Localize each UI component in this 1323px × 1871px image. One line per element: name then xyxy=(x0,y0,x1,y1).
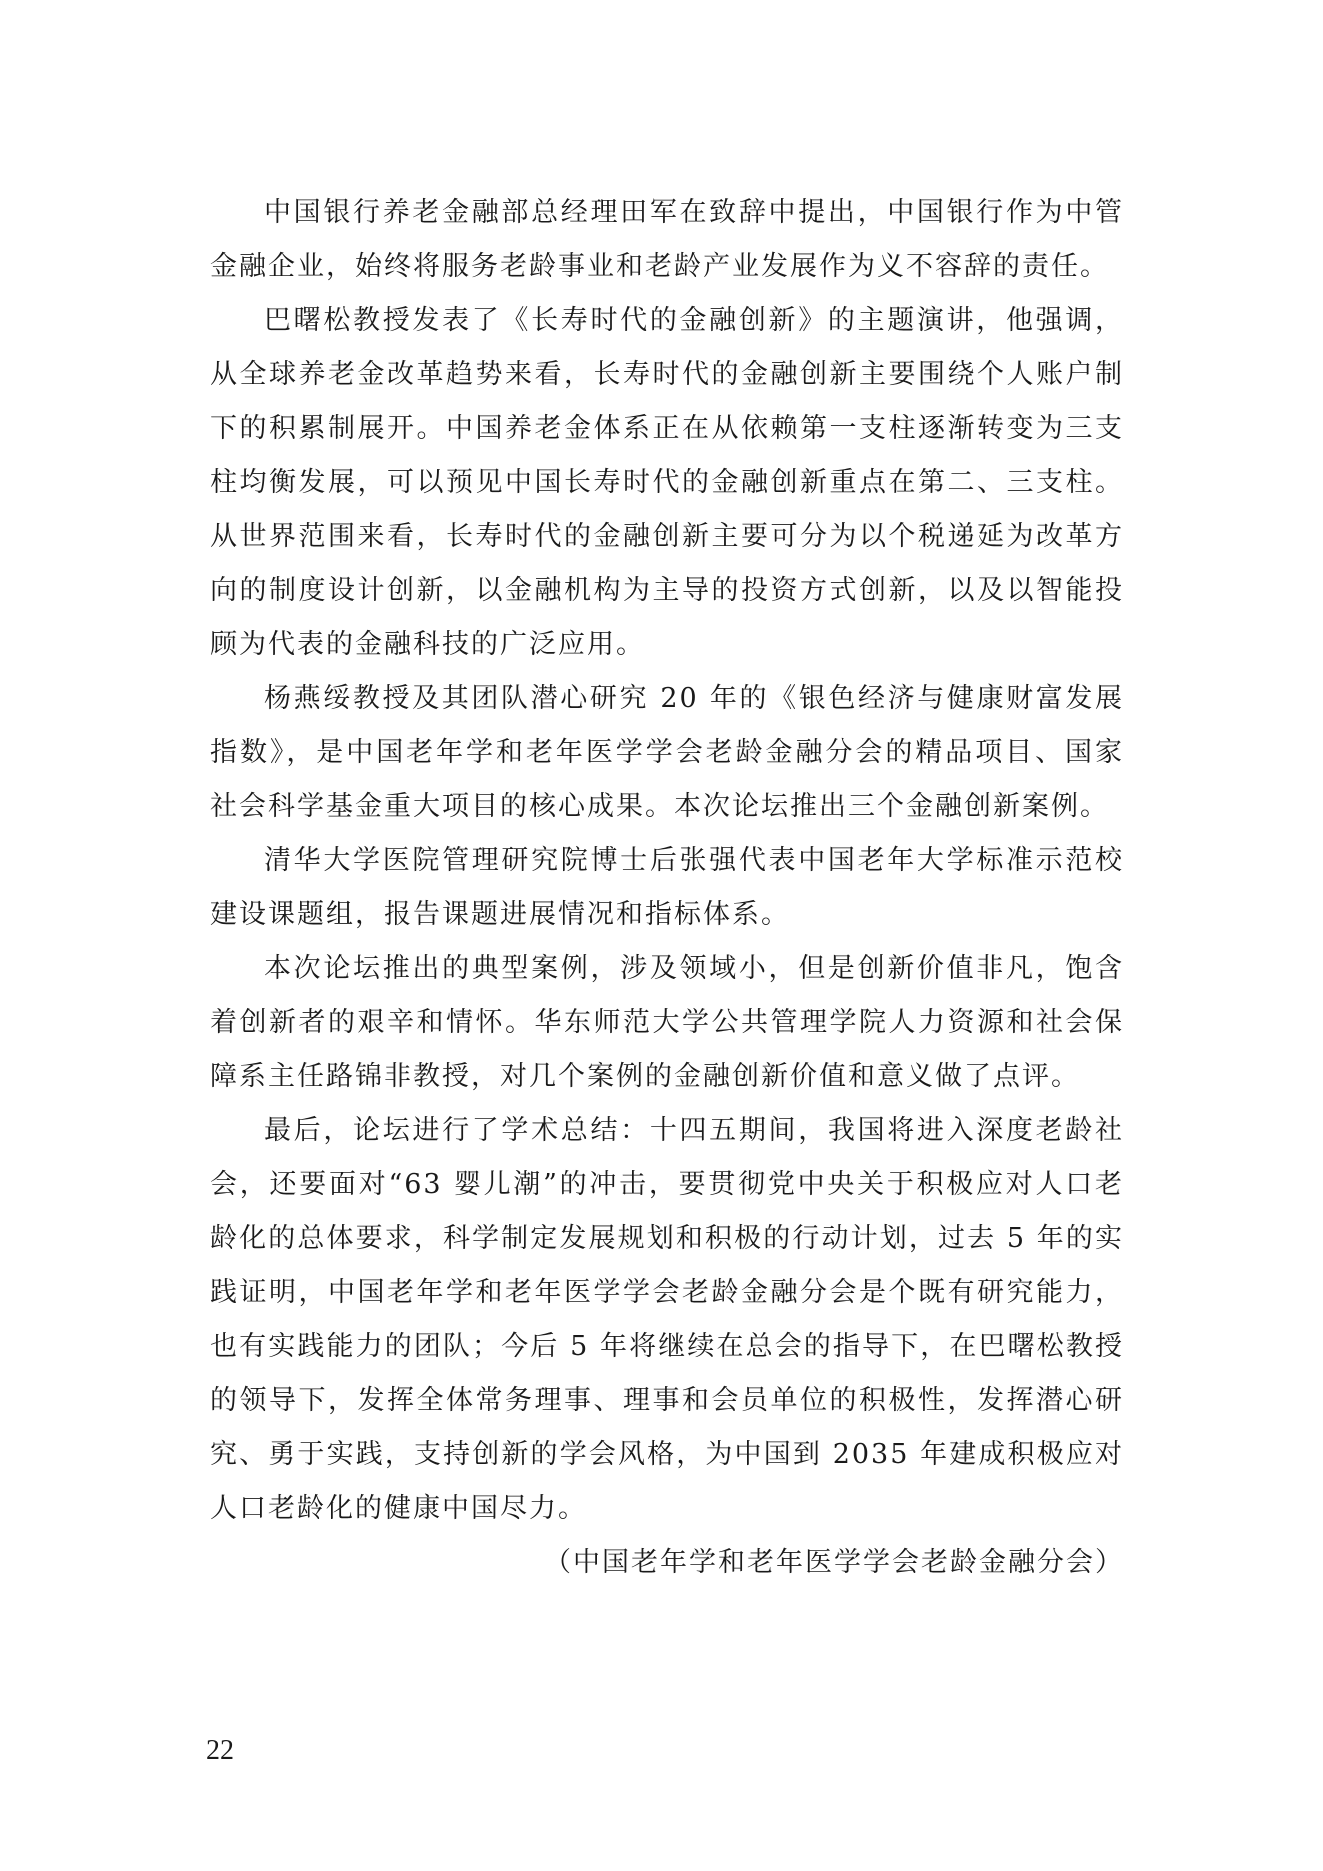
paragraph-research-report: 清华大学医院管理研究院博士后张强代表中国老年大学标准示范校建设课题组，报告课题进展情况和指标体系。 xyxy=(210,845,1124,930)
article-body xyxy=(210,186,1124,1590)
paragraph-index-project: 杨燕绥教授及其团队潜心研究 20 年的《银色经济与健康财富发展指数》，是中国老年学和老年医学学会老龄金融分会的精品项目、国家社会科学基金重大项目的核心成果。本次论坛推出三个金融创新案例。 xyxy=(210,683,1124,822)
paragraph-case-review: 本次论坛推出的典型案例，涉及领域小，但是创新价值非凡，饱含着创新者的艰辛和情怀。华东师范大学公共管理学院人力资源和社会保障系主任路锦非教授，对几个案例的金融创新价值和意义做了点评。 xyxy=(210,953,1124,1092)
paragraph-keynote: 巴曙松教授发表了《长寿时代的金融创新》的主题演讲，他强调，从全球养老金改革趋势来看，长寿时代的金融创新主要围绕个人账户制下的积累制展开。中国养老金体系正在从依赖第一支柱逐渐转变为三支柱均衡发展，可以预见中国长寿时代的金融创新重点在第二、三支柱。从世界范围来看，长寿时代的金融创新主要可分为以个税递延为改革方向的制度设计创新，以金融机构为主导的投资方式创新，以及以智能投顾为代表的金融科技的广泛应用。 xyxy=(210,305,1124,660)
paragraph-opening-speech: 中国银行养老金融部总经理田军在致辞中提出，中国银行作为中管金融企业，始终将服务老龄事业和老龄产业发展作为义不容辞的责任。 xyxy=(210,197,1124,282)
paragraph-summary: 最后，论坛进行了学术总结：十四五期间，我国将进入深度老龄社会，还要面对“63 婴儿潮”的冲击，要贯彻党中央关于积极应对人口老龄化的总体要求，科学制定发展规划和积极的行动计划，过去 5 年的实践证明，中国老年学和老年医学学会老龄金融分会是个既有研究能力，也有实践能力的团队；今后 5 年将继续在总会的指导下，在巴曙松教授的领导下，发挥全体常务理事、理事和会员单位的积极性，发挥潜心研究、勇于实践，支持创新的学会风格，为中国到 2035 年建成积极应对人口老龄化的健康中国尽力。 xyxy=(210,1115,1124,1524)
signature-line: （中国老年学和老年医学学会老龄金融分会） xyxy=(544,1547,1124,1578)
page-number: 22 xyxy=(206,1735,234,1766)
